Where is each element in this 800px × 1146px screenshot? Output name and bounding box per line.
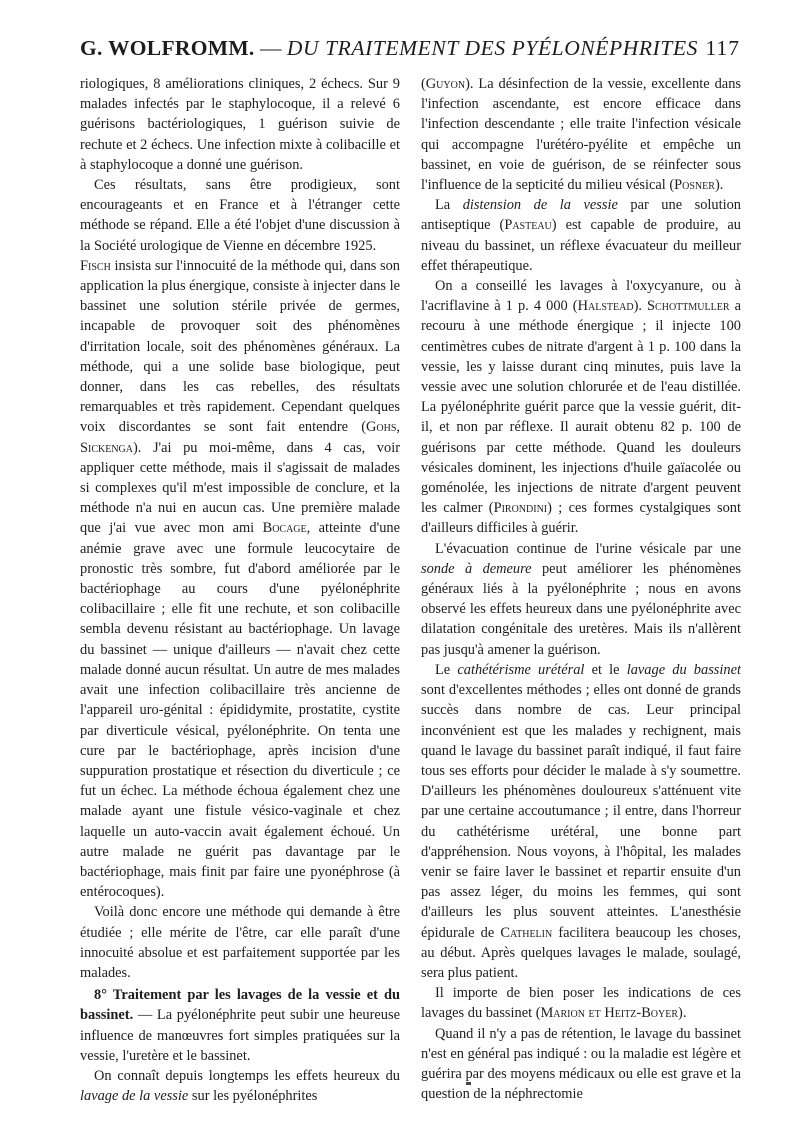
citation: Posner [674,177,715,194]
left-column [80,74,400,1104]
paragraph [421,195,741,276]
italic-term: lavage de la vessie [80,1088,189,1104]
citation: Pasteau [504,217,552,234]
header-dash: — [254,36,287,60]
text-run: L'évacuation continue de l'urine vésicale par une [435,540,741,557]
text-run: . La désinfection de la vessie, excellente dans l'infection ascendante, est encore efficace dans l'infection descendante ; elle traite l'infection vésicale qui accompagne l'urétéro-pyélite et empêche un bassinet, en voie de guérison, de se réinfecter sous l'influence de la septicité du milieu vésical ( [421,76,741,194]
text-run: La [435,197,463,214]
citation: Halstead [577,298,634,315]
text-run: et le [584,661,627,678]
author-name: Schottmuller [647,298,730,315]
italic-term: lavage du bassinet [626,661,741,678]
citation: Marion et Heitz-Boyer [540,1005,679,1022]
paragraph [421,983,741,1023]
paragraph [421,660,741,983]
text-run: par une solution antiseptique ( [421,197,741,234]
italic-term: sonde à demeure [421,560,532,577]
italic-term: distension de la vessie [462,197,618,214]
italic-term: cathétérisme urétéral [457,661,585,678]
header-author: G. WOLFROMM. [80,36,255,60]
paragraph [421,539,741,660]
text-run: — La pyélonéphrite peut subir une heureuse influence de manœuvres fort simples pratiquées sur la vessie, l'uretère et le bassinet. [80,1007,400,1064]
text-run: On a conseillé les lavages à l'oxycyanure, ou à l'acriflavine à 1 p. 4 000 ( [421,278,741,315]
right-column [421,74,741,1104]
text-run: facilitera beaucoup les choses, au début. Après quelques lavages le malade, soulagé, sera plus patient. [421,924,741,981]
running-header [80,36,740,66]
header-title: DU TRAITEMENT DES PYÉLONÉPHRITES [286,36,699,60]
paragraph: Quand il n'y a pas de rétention, le lavage du bassinet n'est en général pas indiqué : ou la maladie est légère et guérira par des moyens médicaux ou elle est grave et la question de la néphrectomie [421,1025,741,1103]
text-run: Il importe de bien poser les indications de ces lavages du bassinet ( [421,985,741,1022]
paragraph: riologiques, 8 améliorations cliniques, 2 échecs. Sur 9 malades infectés par le staphylocoque, il a relevé 6 guérisons bactériologiques, 1 guérison suivie de rechute et 2 échecs. Une infection mixte à colibacille et à staphylocoque a donné une guérison. [80,76,400,173]
paragraph [80,256,400,903]
paragraph [421,276,741,539]
paragraph: Ces résultats, sans être prodigieux, sont encourageants et en France et à l'étranger cette méthode se répand. Elle a été l'objet d'une discussion à la Société urologique de Vienne en décembre 1925. [80,177,400,254]
paragraph [421,74,741,195]
citation: Pirondini [493,500,548,517]
text-run: sur les pyélonéphrites [188,1088,318,1104]
section-number: 8° [94,987,107,1004]
text-run: sont d'excellentes méthodes ; elles ont donné de grands succès dans nombre de cas. Leur principal inconvénient est que les malades y rechignent, mais quand le lavage du bassinet paraît indiqué, il faut faire tous ses efforts pour décider le malade à s'y soumettre. D'ailleurs les phénomènes douloureux s'atténuent vite par une certaine accoutumance ; il entre, dans l'horreur du cathétérisme urétéral, une bonne part d'appréhension. Nous voyons, à l'hôpital, les malades venir se faire laver le bassinet et repartir ensuite d'un pas assez léger, du moins les femmes, qui sont d'ailleurs les plus souvent atteintes. L'anesthésie épidurale de [421,682,741,941]
text-run: ). [678,1005,687,1022]
text-run: ). J'ai pu moi-même, dans 4 cas, voir appliquer cette méthode, mais il s'agissait de malades si complexes qu'il m'est impossible de conclure, et la méthode n'a nui en aucun cas. Une première malade que j'ai vue avec mon ami [80,439,400,537]
print-mark [466,1082,471,1085]
text-run: On connaît depuis longtemps les effets heureux du [94,1067,400,1084]
text-run: peut améliorer les phénomènes généraux liés à la pyélonéphrite ; nous en avons observé les effets heureux dans une pyélonéphrite avec dilatation congénitale des uretères. Mais ils n'allèrent pas jusqu'à amener la guérison. [421,560,741,658]
page-number: 117 [705,36,740,60]
author-name: Cathelin [500,924,553,941]
text-run: Le [435,661,458,678]
author-name: Bocage [262,520,307,537]
citation: (Guyon) [421,76,470,92]
text-run: insista sur l'innocuité de la méthode qui, dans son application la plus énergique, consiste à injecter dans le bassinet une solution stérile privée de germes, incapable de provoquer soit des phénomènes d'irritation locale, soit des phénomènes généraux. La méthode, qui a une solide base biologique, peut donner, dans les cas rebelles, des résultats remarquables et très rapidement. Cependant quelques voix discordantes se sont fait entendre ( [80,257,400,436]
author-name: Fisch [80,257,111,274]
text-run: ). [714,177,724,194]
section-title: Traitement par les lavages de la vessie et du bassinet. [80,987,400,1024]
paragraph [80,1066,400,1104]
citation: Gohs, Sickenga [80,419,400,456]
text-run: , atteinte d'une anémie grave avec une formule leucocytaire de pronostic très sombre, fut d'abord améliorée par le bactériophage au cours d'une pyélonéphrite colibacillaire ; elle fit une rechute, et son colibacille sembla devenu résistant au bactériophage. Un lavage du bassinet — unique d'ailleurs — n'avait chez cette malade donné aucun résultat. Un autre de mes malades avait une infection colibacillaire très ancienne de l'appareil uro-génital : épididymite, prostatite, cystite par diverticule vésical, pyélonéphrite. On tenta une cure par le bactériophage, après incision d'une suppuration prostatique et résection du diverticule ; ce fut un échec. La méthode échoua également chez une malade ayant une fistule vésico-vaginale et chez laquelle un auto-vaccin avait également échoué. Un autre malade ne guérit pas davantage par le bactériophage, mais finit par faire une pyonéphrose (à entérocoques). [80,520,400,901]
text-run: ) ; ces formes cystalgiques sont d'ailleurs difficiles à guérir. [421,500,741,537]
text-run: ). [633,298,648,315]
section-paragraph [80,985,400,1066]
paragraph: Voilà donc encore une méthode qui demande à être étudiée ; elle mérite de l'être, car elle paraît d'une innocuité absolue et est parfaitement supportée par les malades. [80,904,400,981]
text-run: a recouru à une méthode énergique ; il injecte 100 centimètres cubes de nitrate d'argent à 1 p. 100 dans la vessie, les y laisse durant cinq minutes, puis lave la vessie avec une solution chlorurée et de l'eau distillée. La pyélonéphrite guérit parce que la vessie guérit, dit-il, et non par réflexe. Il aurait obtenu 82 p. 100 de guérisons par cette méthode. Quand les douleurs vésicales dominent, les injections d'huile gaïacolée ou goménolée, les injections de nitrate d'argent peuvent les calmer ( [421,298,741,517]
text-run: ) est capable de produire, au niveau du bassinet, un réflexe évacuateur du meilleur effet thérapeutique. [421,217,741,274]
